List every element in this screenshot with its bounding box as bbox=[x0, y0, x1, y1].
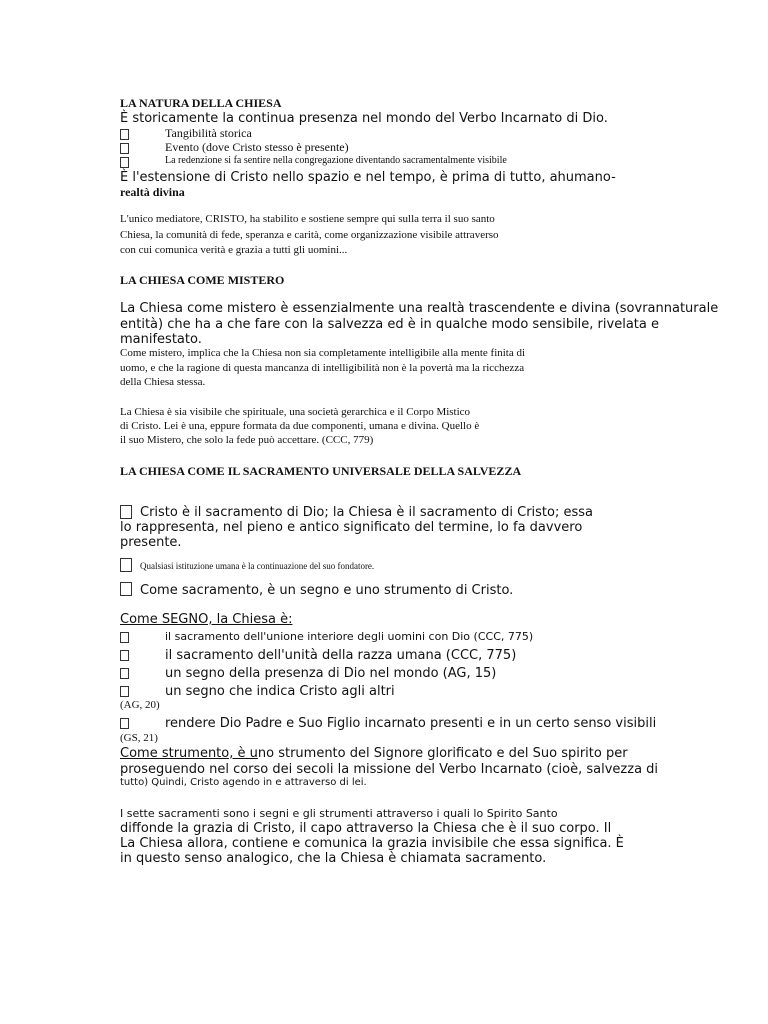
bullet-box-icon bbox=[120, 505, 132, 519]
paragraph-line: È l'estensione di Cristo nello spazio e nel tempo, è prima di tutto, ahumano- bbox=[120, 170, 616, 185]
list-item: La redenzione si fa sentire nella congregazione diventando sacramentalmente visibile bbox=[165, 155, 507, 166]
list-item: Come sacramento, è un segno e uno strumento di Cristo. bbox=[140, 583, 514, 598]
section-title: LA CHIESA COME MISTERO bbox=[120, 273, 285, 287]
section-title: LA CHIESA COME IL SACRAMENTO UNIVERSALE DELLA SALVEZZA bbox=[120, 464, 522, 478]
paragraph-line: manifestato. bbox=[120, 332, 202, 347]
bullet-box-icon bbox=[120, 558, 132, 572]
instrument-text: no strumento del Signore glorificato e del Suo spirito per bbox=[257, 746, 628, 761]
list-item: il sacramento dell'unione interiore degli uomini con Dio (CCC, 775) bbox=[165, 630, 534, 643]
paragraph-line: presente. bbox=[120, 535, 182, 550]
paragraph-line: L'unico mediatore, CRISTO, ha stabilito e sostiene sempre qui sulla terra il suo santo bbox=[120, 213, 495, 225]
bullet-box-icon bbox=[120, 129, 129, 140]
paragraph-line: lo rappresenta, nel pieno e antico significato del termine, lo fa davvero bbox=[120, 520, 583, 535]
bullet-box-icon bbox=[120, 718, 129, 729]
list-item: rendere Dio Padre e Suo Figlio incarnato presenti e in un certo senso visibili bbox=[165, 716, 657, 731]
paragraph-line: Come mistero, implica che la Chiesa non sia completamente intelligibile alla mente finita di bbox=[120, 347, 526, 359]
reference: (AG, 20) bbox=[120, 699, 160, 711]
paragraph-line: La Chiesa allora, contiene e comunica la grazia invisibile che essa significa. È bbox=[120, 836, 624, 851]
list-item: il sacramento dell'unità della razza umana (CCC, 775) bbox=[165, 648, 517, 663]
paragraph-line: della Chiesa stessa. bbox=[120, 376, 206, 388]
paragraph-line: in questo senso analogico, che la Chiesa è chiamata sacramento. bbox=[120, 851, 547, 866]
instrument-heading: Come strumento, è u bbox=[120, 746, 258, 761]
section-intro: È storicamente la continua presenza nel mondo del Verbo Incarnato di Dio. bbox=[120, 111, 608, 126]
paragraph-line: La Chiesa è sia visibile che spirituale, una società gerarchica e il Corpo Mistico bbox=[120, 406, 471, 418]
bullet-box-icon bbox=[120, 632, 129, 643]
paragraph-line: con cui comunica verità e grazia a tutti gli uomini... bbox=[120, 244, 348, 256]
bullet-box-icon bbox=[120, 143, 129, 154]
paragraph-line: Chiesa, la comunità di fede, speranza e carità, come organizzazione visibile attraverso bbox=[120, 229, 499, 241]
paragraph-line: entità) che ha a che fare con la salvezza ed è in qualche modo sensibile, rivelata e bbox=[120, 317, 659, 332]
sign-heading: Come SEGNO, la Chiesa è: bbox=[120, 612, 293, 627]
list-item: Qualsiasi istituzione umana è la continuazione del suo fondatore. bbox=[140, 561, 375, 571]
paragraph-line: La Chiesa come mistero è essenzialmente una realtà trascendente e divina (sovrannaturale bbox=[120, 301, 719, 316]
paragraph-line: proseguendo nel corso dei secoli la missione del Verbo Incarnato (cioè, salvezza di bbox=[120, 762, 659, 777]
paragraph-line: di Cristo. Lei è una, eppure formata da due componenti, umana e divina. Quello è bbox=[120, 420, 480, 432]
list-item: un segno della presenza di Dio nel mondo (AG, 15) bbox=[165, 666, 497, 681]
paragraph-line: tutto) Quindi, Cristo agendo in e attraverso di lei. bbox=[120, 777, 367, 788]
bullet-box-icon bbox=[120, 650, 129, 661]
instrument-line bbox=[120, 747, 628, 760]
paragraph-line: diffonde la grazia di Cristo, il capo attraverso la Chiesa che è il suo corpo. Il bbox=[120, 821, 612, 836]
paragraph-line: realtà divina bbox=[120, 185, 185, 199]
list-item: Cristo è il sacramento di Dio; la Chiesa è il sacramento di Cristo; essa bbox=[140, 505, 593, 520]
bullet-box-icon bbox=[120, 157, 129, 168]
section-title: LA NATURA DELLA CHIESA bbox=[120, 96, 282, 110]
list-item: Tangibilità storica bbox=[165, 126, 252, 140]
paragraph-line: uomo, e che la ragione di questa mancanza di intelligibilità non è la povertà ma la ricchezza bbox=[120, 362, 525, 374]
reference: (GS, 21) bbox=[120, 732, 158, 744]
bullet-box-icon bbox=[120, 668, 129, 679]
bullet-box-icon bbox=[120, 686, 129, 697]
list-item: un segno che indica Cristo agli altri bbox=[165, 684, 395, 699]
paragraph-line: il suo Mistero, che solo la fede può accettare. (CCC, 779) bbox=[120, 434, 374, 446]
paragraph-line: I sette sacramenti sono i segni e gli strumenti attraverso i quali lo Spirito Santo bbox=[120, 807, 558, 820]
list-item: Evento (dove Cristo stesso è presente) bbox=[165, 140, 349, 154]
bullet-box-icon bbox=[120, 582, 132, 596]
